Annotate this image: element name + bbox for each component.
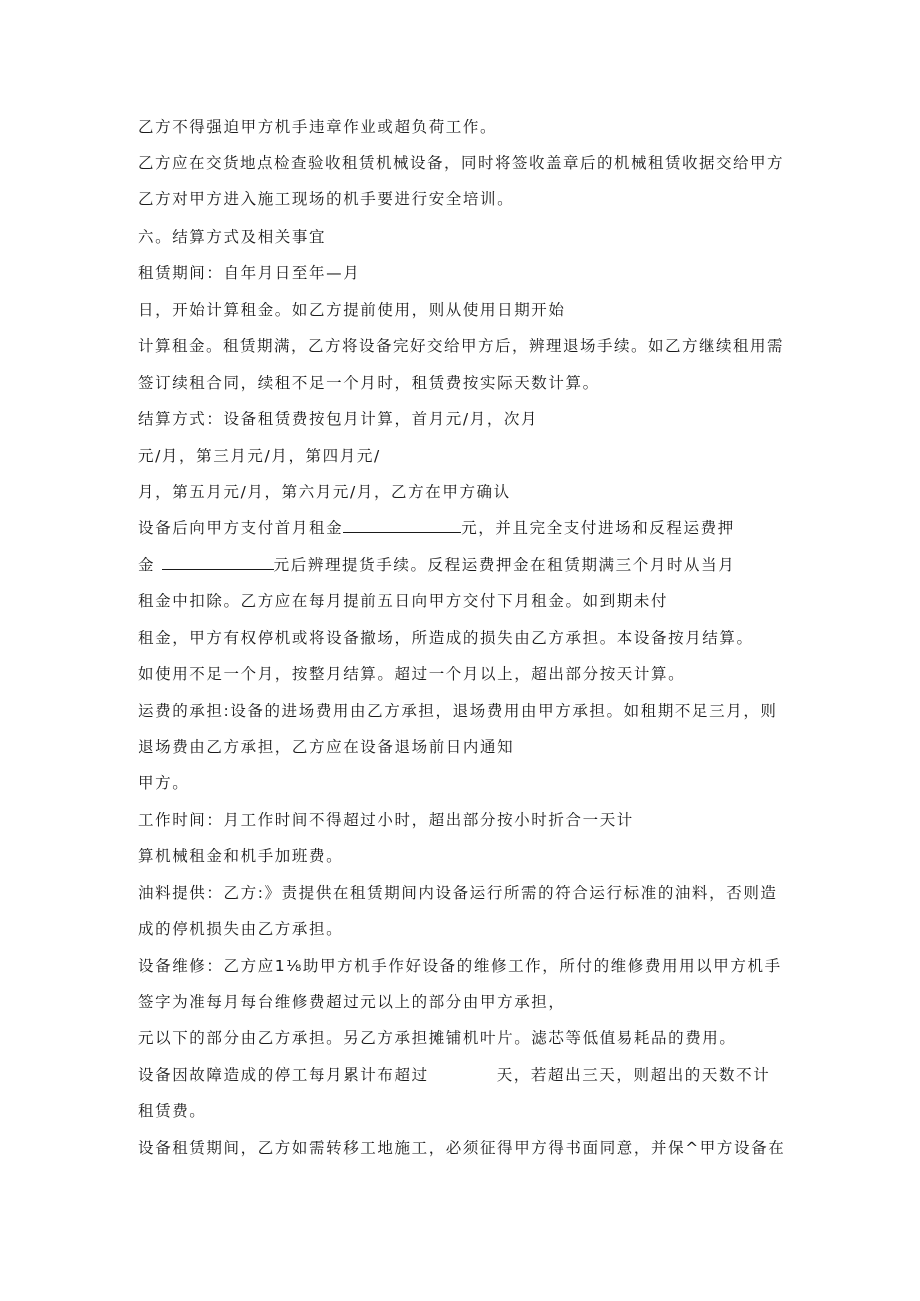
text-segment: 金 [138,556,162,574]
fill-in-blank [343,518,461,533]
text-line: 乙方对甲方进入施工现场的机手要进行安全培训。 [138,190,515,208]
text-line: 租赁期间：自年月日至年—月 [138,264,361,282]
text-segment: 设备因故障造成的停工每月累计布超过 [138,1066,429,1084]
text-line: 算机械租金和机手加班费。 [138,847,344,865]
text-segment: 设备后向甲方支付首月租金 [138,519,344,537]
text-line: 元/月，第三月元/月，第四月元/ [138,447,381,465]
text-line: 签订续租合同，续租不足一个月时，租赁费按实际天数计算。 [138,374,600,392]
text-line: 乙方不得强迫甲方机手违章作业或超负荷工作。 [138,118,498,136]
text-line: 如使用不足一个月，按整月结算。超过一个月以上，超出部分按天计算。 [138,665,686,683]
text-line: 运费的承担:设备的进场费用由乙方承担，退场费用由甲方承担。如租期不足三月，则 [138,702,778,720]
text-line: 租赁费。 [138,1102,207,1120]
text-segment: 元，并且完全支付进场和反程运费押 [461,519,735,537]
section-heading: 六。结算方式及相关事宜 [138,228,327,246]
text-line: 退场费由乙方承担，乙方应在设备退场前日内通知 [138,738,515,756]
text-line: 租金，甲方有权停机或将设备撤场，所造成的损失由乙方承担。本设备按月结算。 [138,629,754,647]
text-segment: 元后辨理提货手续。反程运费押金在租赁期满三个月时从当月 [273,556,736,574]
text-line: 设备维修：乙方应1⅛助甲方机手作好设备的维修工作，所付的维修费用用以甲方机手 [138,957,782,975]
text-line: 计算租金。租赁期满，乙方将设备完好交给甲方后，辨理退场手续。如乙方继续租用需 [138,337,785,355]
text-line: 油料提供：乙方:》责提供在租赁期间内设备运行所需的符合运行标准的油料，否则造 [138,884,778,902]
fill-in-blank [162,555,274,570]
text-line-with-blank [138,518,735,538]
text-line: 日，开始计算租金。如乙方提前使用，则从使用日期开始 [138,301,566,319]
text-segment: 天，若超出三天，则超出的天数不计 [496,1066,771,1084]
text-line-with-blank [138,555,735,575]
text-line: 月，第五月元/月，第六月元/月，乙方在甲方确认 [138,483,511,501]
text-line: 签字为准每月每台维修费超过元以上的部分由甲方承担， [138,993,566,1011]
text-line: 租金中扣除。乙方应在每月提前五日向甲方交付下月租金。如到期未付 [138,592,669,610]
text-line: 乙方应在交货地点检查验收租赁机械设备，同时将签收盖章后的机械租赁收据交给甲方 [138,154,785,172]
text-line: 成的停机损失由乙方承担。 [138,920,344,938]
text-line: 设备租赁期间，乙方如需转移工地施工，必须征得甲方得书面同意，并保^甲方设备在 [138,1139,786,1157]
text-line: 甲方。 [138,774,190,792]
text-line: 结算方式：设备租赁费按包月计算，首月元/月，次月 [138,410,539,428]
text-line: 元以下的部分由乙方承担。另乙方承担摊铺机叶片。滤芯等低值易耗品的费用。 [138,1029,737,1047]
text-line-with-gap [138,1065,770,1085]
text-line: 工作时间：月工作时间不得超过小时，超出部分按小时折合一天计 [138,811,634,829]
